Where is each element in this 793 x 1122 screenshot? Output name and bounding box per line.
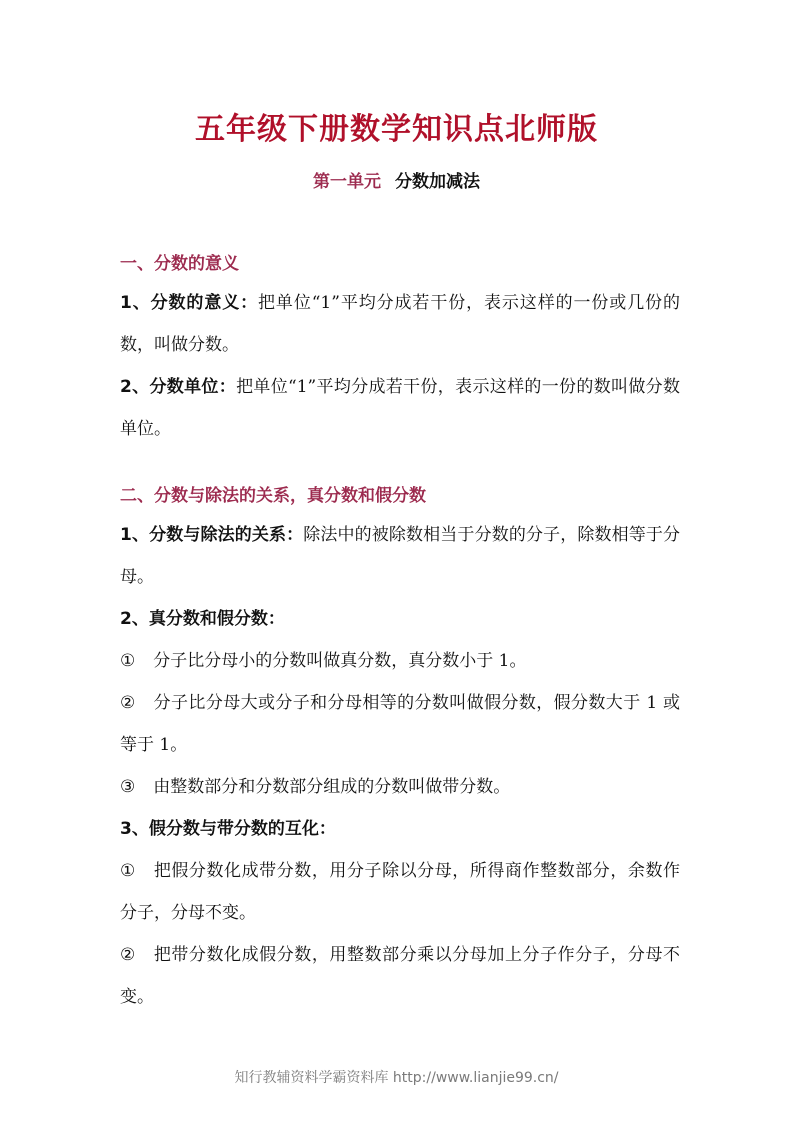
section-heading-meaning: 一、分数的意义 xyxy=(120,254,239,274)
list-item-improper-fraction xyxy=(120,682,680,766)
list-marker: ② xyxy=(120,693,136,713)
definition-text: 把单位“1”平均分成若干份，表示这样的一份或几份的数，叫做分数。 xyxy=(120,293,680,355)
paragraph-conversion-heading xyxy=(120,808,680,850)
paragraph-division-relation xyxy=(120,514,680,598)
unit-number: 第一单元 xyxy=(313,172,381,192)
list-text: 由整数部分和分数部分组成的分数叫做带分数。 xyxy=(153,777,511,797)
list-item-proper-fraction xyxy=(120,640,680,682)
list-text: 把带分数化成假分数，用整数部分乘以分母加上分子作分子，分母不变。 xyxy=(120,945,681,1007)
paragraph-fraction-meaning xyxy=(120,282,680,366)
footer-watermark: 知行教辅资料学霸资料库 http://www.lianjie99.cn/ xyxy=(234,1070,559,1086)
paragraph-proper-improper-heading xyxy=(120,598,680,640)
document-body xyxy=(120,246,680,1018)
term-label: 1、分数与除法的关系： xyxy=(120,525,304,545)
list-marker: ① xyxy=(120,861,136,881)
term-label: 1、分数的意义： xyxy=(120,293,259,313)
list-text: 分子比分母大或分子和分母相等的分数叫做假分数，假分数大于 1 或等于 1。 xyxy=(120,693,680,755)
list-marker: ② xyxy=(120,945,136,965)
unit-title xyxy=(0,168,793,196)
page-title: 五年级下册数学知识点北师版 xyxy=(195,112,598,147)
definition-text: 除法中的被除数相当于分数的分子，除数相等于分母。 xyxy=(120,525,680,587)
list-text: 把假分数化成带分数，用分子除以分母，所得商作整数部分，余数作分子，分母不变。 xyxy=(120,861,681,923)
list-marker: ① xyxy=(120,651,136,671)
unit-name: 分数加减法 xyxy=(395,172,480,192)
list-item-improper-to-mixed xyxy=(120,850,680,934)
paragraph-fraction-unit xyxy=(120,366,680,450)
list-item-mixed-to-improper xyxy=(120,934,680,1018)
list-marker: ③ xyxy=(120,777,136,797)
list-item-mixed-number xyxy=(120,766,680,808)
term-label: 2、真分数和假分数： xyxy=(120,609,285,629)
term-label: 3、假分数与带分数的互化： xyxy=(120,819,336,839)
list-text: 分子比分母小的分数叫做真分数，真分数小于 1。 xyxy=(153,651,527,671)
definition-text: 把单位“1”平均分成若干份，表示这样的一份的数叫做分数单位。 xyxy=(120,377,680,439)
section-heading-division-relation: 二、分数与除法的关系，真分数和假分数 xyxy=(120,486,426,506)
term-label: 2、分数单位： xyxy=(120,377,237,397)
